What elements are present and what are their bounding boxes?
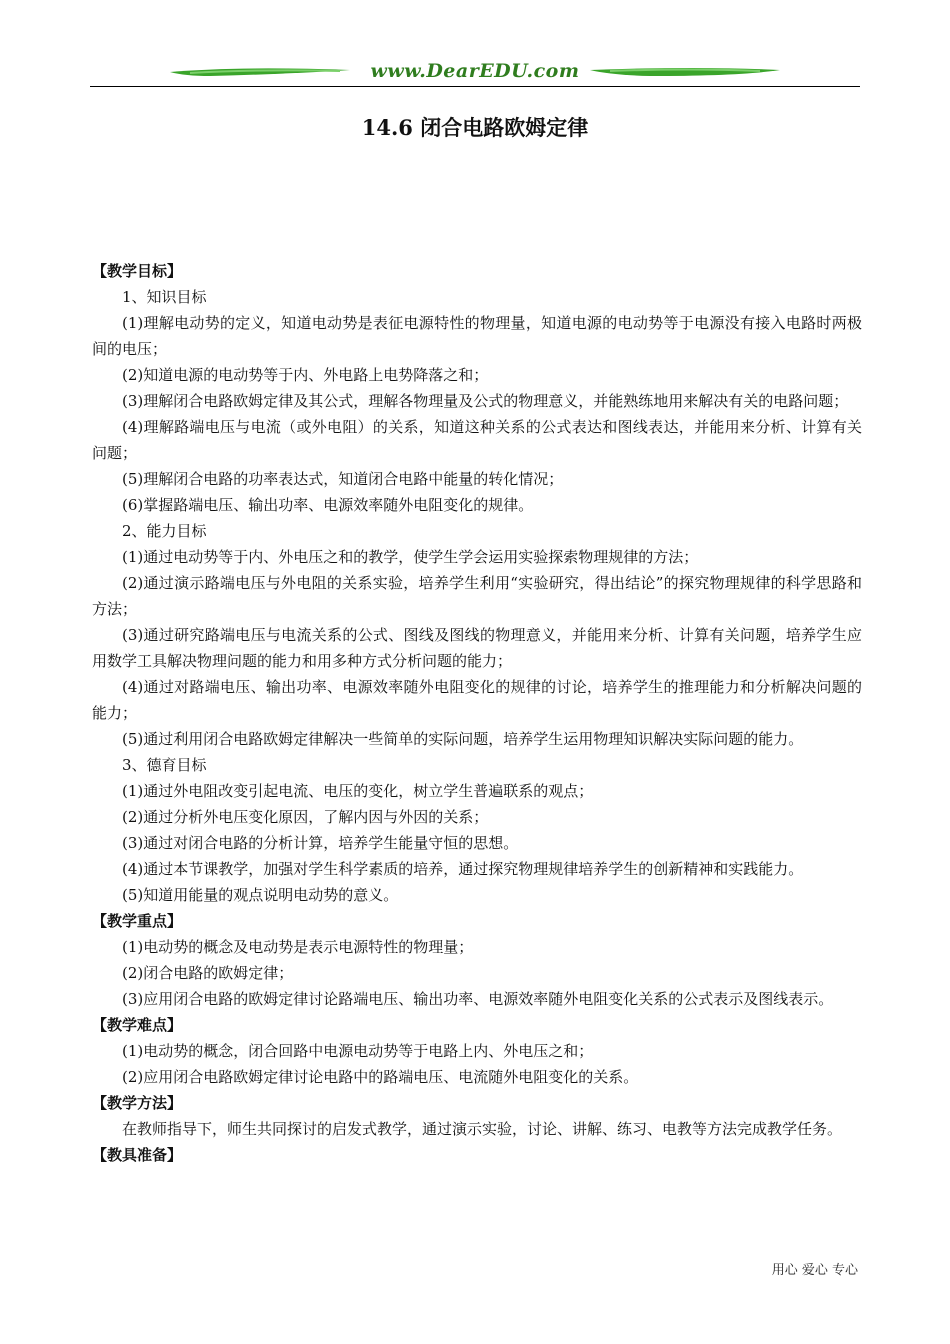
section-heading: 【教学难点】: [92, 1016, 183, 1034]
body-paragraph: (1)通过电动势等于内、外电压之和的教学，使学生学会运用实验探索物理规律的方法；: [122, 548, 699, 566]
body-paragraph: (1)电动势的概念，闭合回路中电源电动势等于电路上内、外电压之和；: [122, 1042, 594, 1060]
body-paragraph: (1)通过外电阻改变引起电流、电压的变化，树立学生普遍联系的观点；: [122, 782, 594, 800]
body-paragraph: (3)通过对闭合电路的分析计算，培养学生能量守恒的思想。: [122, 834, 519, 852]
body-paragraph: (2)闭合电路的欧姆定律；: [122, 964, 294, 982]
body-paragraph: (2)应用闭合电路欧姆定律讨论电路中的路端电压、电流随外电阻变化的关系。: [122, 1068, 639, 1086]
body-paragraph: (2)知道电源的电动势等于内、外电路上电势降落之和；: [122, 366, 489, 384]
body-paragraph: 在教师指导下，师生共同探讨的启发式教学，通过演示实验，讨论、讲解、练习、电教等方法完成教学任务。: [122, 1120, 843, 1138]
body-paragraph: (1)理解电动势的定义，知道电动势是表征电源特性的物理量，知道电源的电动势等于电源没有接入电路时两极间的电压；: [92, 314, 862, 358]
body-paragraph: (5)理解闭合电路的功率表达式，知道闭合电路中能量的转化情况；: [122, 470, 564, 488]
section-heading: 【教具准备】: [92, 1146, 183, 1164]
body-paragraph: (3)理解闭合电路欧姆定律及其公式，理解各物理量及公式的物理意义，并能熟练地用来解决有关的电路问题；: [122, 392, 849, 410]
subsection-heading: 3、德育目标: [122, 756, 207, 774]
body-paragraph: (4)通过对路端电压、输出功率、电源效率随外电阻变化的规律的讨论，培养学生的推理能力和分析解决问题的能力；: [92, 678, 862, 722]
header-divider: [90, 86, 860, 87]
page-header: [90, 58, 860, 90]
body-paragraph: (4)通过本节课教学，加强对学生科学素质的培养，通过探究物理规律培养学生的创新精神和实践能力。: [122, 860, 804, 878]
body-paragraph: (3)应用闭合电路的欧姆定律讨论路端电压、输出功率、电源效率随外电阻变化关系的公式表示及图线表示。: [122, 990, 834, 1008]
body-paragraph: (3)通过研究路端电压与电流关系的公式、图线及图线的物理意义，并能用来分析、计算有关问题，培养学生应用数学工具解决物理问题的能力和用多种方式分析问题的能力；: [92, 626, 862, 670]
body-paragraph: (2)通过分析外电压变化原因，了解内因与外因的关系；: [122, 808, 489, 826]
body-paragraph: (1)电动势的概念及电动势是表示电源特性的物理量；: [122, 938, 474, 956]
document-title: 14.6 闭合电路欧姆定律: [361, 115, 589, 140]
subsection-heading: 2、能力目标: [122, 522, 207, 540]
subsection-heading: 1、知识目标: [122, 288, 207, 306]
body-paragraph: (2)通过演示路端电压与外电阻的关系实验，培养学生利用“实验研究，得出结论”的探究物理规律的科学思路和方法；: [92, 574, 862, 618]
site-logo: www.DearEDU.com: [370, 60, 580, 82]
page-footer: 用心 爱心 专心: [771, 1263, 858, 1278]
body-paragraph: (5)通过利用闭合电路欧姆定律解决一些简单的实际问题，培养学生运用物理知识解决实际问题的能力。: [122, 730, 804, 748]
section-heading: 【教学目标】: [92, 262, 183, 280]
body-paragraph: (5)知道用能量的观点说明电动势的意义。: [122, 886, 399, 904]
document-body: [92, 258, 862, 1168]
body-paragraph: (6)掌握路端电压、输出功率、电源效率随外电阻变化的规律。: [122, 496, 534, 514]
section-heading: 【教学方法】: [92, 1094, 183, 1112]
body-paragraph: (4)理解路端电压与电流（或外电阻）的关系，知道这种关系的公式表达和图线表达，并能用来分析、计算有关问题；: [92, 418, 862, 462]
section-heading: 【教学重点】: [92, 912, 183, 930]
